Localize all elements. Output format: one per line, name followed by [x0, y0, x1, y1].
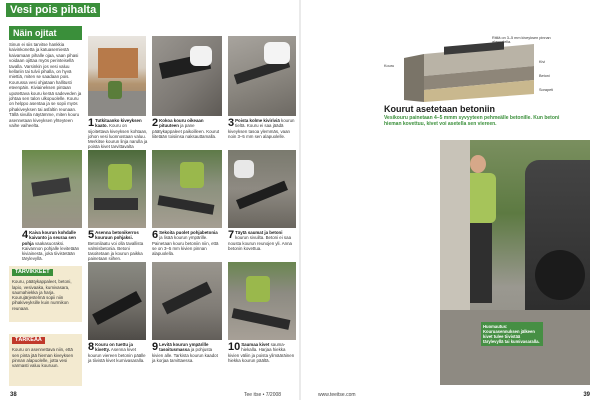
step-5-photo — [88, 150, 146, 228]
page-number-right: 39 — [583, 392, 590, 398]
diagram-label-betoni: Betoni — [539, 74, 550, 78]
page-gutter — [299, 0, 301, 400]
step-6-caption: 6 Sekoita puolet pohjabetonia ja lisää kourun ympärille. Painetaan kouru betoniin niin, että se on 3–5 mm kivien pinnan alapuolella. — [152, 229, 219, 257]
footer-left-center: Tee itse • 7/2008 — [244, 392, 282, 398]
diagram-label-top: Ritilä on 3–5 mm kiveyksen pinnan alapuolella. — [492, 36, 551, 45]
gutter-diagram — [384, 36, 564, 104]
step-3-caption: 3 Poista kolme kiviriviä kourun tieltä. Kouru ei saa jäädä kiveyksen tasoa ylemmäs, vaan noin 3–5 mm sen alapuolelle. — [228, 117, 295, 139]
page-number-left: 38 — [10, 392, 17, 398]
diagram-title: Kourut asetetaan betoniin — [384, 104, 496, 114]
important-box — [9, 334, 82, 386]
step-9-photo — [152, 262, 222, 340]
step-8-caption: 8 Kouru on tuettu ja kivetty. Asenna kivet kourun viereen betonin päälle ja tiivistä kivet kumivasaralla. — [88, 341, 146, 363]
step-1-caption: 1 Tutkitaanko kiveyksen kaato. Kouru on sijoitettava kiveyksen kohtaan, johon vesi luonnostaan valuu. Merkitse kourun linja narulla ja poista kivet tarvittavalta — [88, 117, 148, 150]
diagram-subtitle: Vesikouru painetaan 4–5 mmm syvyyteen pehmeälle betonille. Kun betoni hieman kovettuu, kivet voi asetella sen viereen. — [384, 115, 560, 127]
tarvikkeet-title: TARVIKKEET — [12, 269, 53, 276]
important-text: Kouru on asennettava niin, että sen pinta jää hieman kiveyksen pinnan alapuolelle, jotta vesi varmasti valuu kouruun. — [12, 347, 74, 369]
diagram-label-kouru: Kouru — [384, 64, 395, 68]
step-2-caption: 2 Kokoa kouru oikeaan pituuteen ja pane päätykappaleet paikoilleen. Kourut liitetään toisiinsa naksauttamalla. — [152, 117, 220, 139]
step-6-photo — [152, 150, 222, 228]
step-8-photo — [88, 262, 146, 340]
step-10-photo — [228, 262, 296, 340]
step-5-caption: 5 Asenna betonikerros kouruun pohjaksi. Betonilaatu voi olla tavallista valmisbetonia. Betoni tasoitetaan ja kourun paikka painetaan siihen. — [88, 229, 144, 262]
tarvikkeet-text: Kouru, päätykappaleet, betoni, lapio, vesivaaka, kumivasara, saumahiekka ja harja. Kourujärjestelmä sopii niin pihakiveyksille kuin nurmikon reunaan. — [12, 279, 72, 311]
intro-text: Sinun ei siis tarvitse hankkia kaivinkonetta ja katuasemiestä kaivamaan pihalle ojaa, vaan pihasi voidaan ojittaa myös perinteisellä tavalla. Varsinkin jos vesi valuu kellariin tai tulvii pihalla, on hyvä miettiä, miten se saadaan pois. Kourussa vesi ohjataan hallitusti eteenpäin. Kiviaineksen pintaan upotettava kouru kerää sadeveden ja johtaa sen talon ulkopuolelle. Kouru on helppo asentaa ja se sopii myös pihakiveyksen tai asfaltin reunaan. Tällä sivulla näytämme, miten kouru asennetaan kiveyksen yhteyteen vaihe vaiheelta. — [9, 42, 82, 129]
diagram-illustration — [384, 36, 564, 104]
step-9-caption: 9 Levitä kourun ympärille tasoitusmassa ja pohjusta kivien alle. Tarkista kourun kaadot ja korjaa tarvittaessa. — [152, 341, 218, 363]
footer-right-center: www.teeitse.com — [318, 392, 356, 398]
step-4-photo — [22, 150, 82, 228]
diagram-label-sorapeti: Sorapeti — [539, 88, 554, 92]
page-title: Näin ojitat — [9, 26, 82, 40]
step-2-photo — [152, 36, 222, 116]
man-car-photo — [440, 140, 590, 385]
step-7-caption: 7 Täytä saumat ja betoni kourun sivuilta. Betoni ei saa nousta kourun reunojen yli. Anna betonin kovettua. — [228, 229, 292, 251]
step-1-photo — [88, 36, 146, 116]
step-3-photo — [228, 36, 296, 116]
step-10-caption: 10 Saumaa kivet sauma-hiekalla. Harjaa hiekka kivien väliin ja poista ylimääräinen hiekka kourun päältä. — [228, 341, 295, 363]
step-4-caption: 4 Kaiva kourun kohdalle kaivanto ja seuraa sen pohja vaakasuoraksi. Kaivannon pohjalle levitetään kiviainesta, joka tiivistetään tärylevyllä. — [22, 229, 80, 262]
section-title: Vesi pois pihalta — [6, 3, 100, 17]
step-7-photo — [228, 150, 296, 228]
diagram-label-kivi: Kivi — [539, 60, 546, 64]
tarvikkeet-box — [9, 266, 82, 322]
right-note: Huomautus: Kouruasennuksen jälkeen kivet tulee tiivistää tärylevyllä tai kumivasaralla. — [481, 322, 543, 346]
important-title: TÄRKEÄÄ — [12, 337, 45, 344]
